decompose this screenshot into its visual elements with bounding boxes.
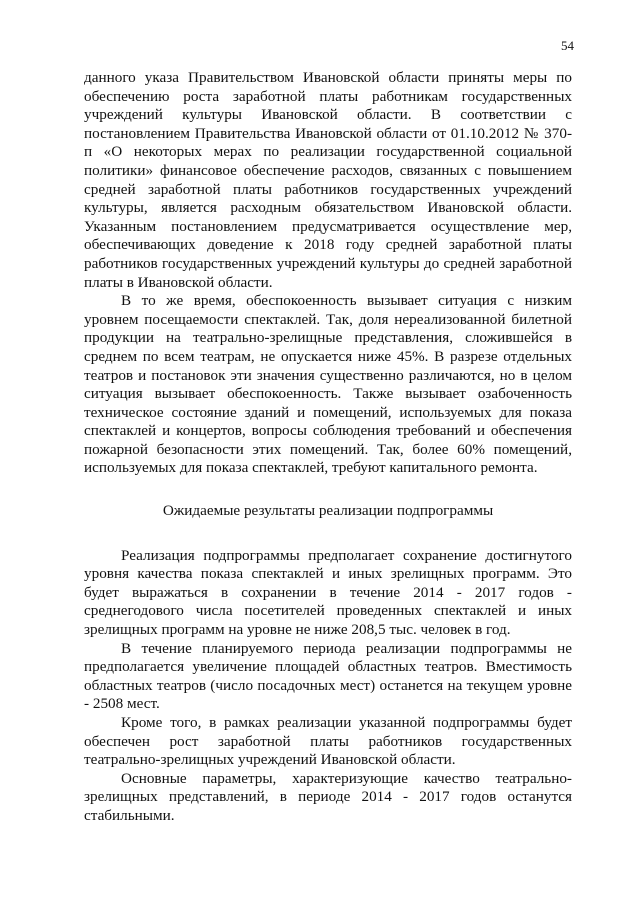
paragraph-decree-continuation: данного указа Правительством Ивановской области приняты меры по обеспечению роста заработной платы работникам государственных учреждений культуры Ивановской области. В соответствии с постановлением Правительства Ивановской области от 01.10.2012 № 370-п «О некоторых мерах по реализации государственной социальной политики» финансовое обеспечение расходов, связанных с повышением средней заработной платы работников государственных учреждений культуры, является расходным обязательством Ивановской области. Указанным постановлением предусматривается осуществление мер, обеспечивающих доведение к 2018 году средней заработной платы работников государственных учреждений культуры до средней заработной платы в Ивановской области.	[84, 69, 572, 291]
paragraph-theatre-capacity: В течение планируемого периода реализации подпрограммы не предполагается увеличение площадей областных театров. Вместимость областных театров (число посадочных мест) останется на текущем уровне - 2508 мест.	[84, 639, 572, 713]
page-number: 54	[561, 38, 574, 53]
section-heading: Ожидаемые результаты реализации подпрограммы	[162, 502, 494, 520]
paragraph-salary-growth: Кроме того, в рамках реализации указанной подпрограммы будет обеспечен рост заработной платы работников государственных театрально-зрелищных учреждений Ивановской области.	[84, 714, 572, 769]
paragraph-implementation: Реализация подпрограммы предполагает сохранение достигнутого уровня качества показа спектаклей и иных зрелищных программ. Это будет выражаться в сохранении в течение 2014 - 2017 годов - среднегодового числа посетителей проведенных спектаклей и иных зрелищных программ на уровне не ниже 208,5 тыс. человек в год.	[84, 546, 572, 639]
document-body	[84, 69, 572, 826]
paragraph-attendance: В то же время, обеспокоенность вызывает ситуация с низким уровнем посещаемости спектаклей. Так, доля нереализованной билетной продукции на театрально-зрелищные представления, сложившейся в среднем по всем театрам, не опускается ниже 45%. В разрезе отдельных театров и постановок эти значения существенно различаются, но в целом ситуация вызывает обеспокоенность. Также вызывает озабоченность техническое состояние зданий и помещений, используемых для показа спектаклей и концертов, вопросы соблюдения требований и обеспечения пожарной безопасности этих помещений. Так, более 60% помещений, используемых для показа спектаклей, требуют капитального ремонта.	[84, 292, 572, 477]
paragraph-quality-parameters: Основные параметры, характеризующие качество театрально-зрелищных представлений, в периоде 2014 - 2017 годов останутся стабильными.	[84, 769, 572, 824]
